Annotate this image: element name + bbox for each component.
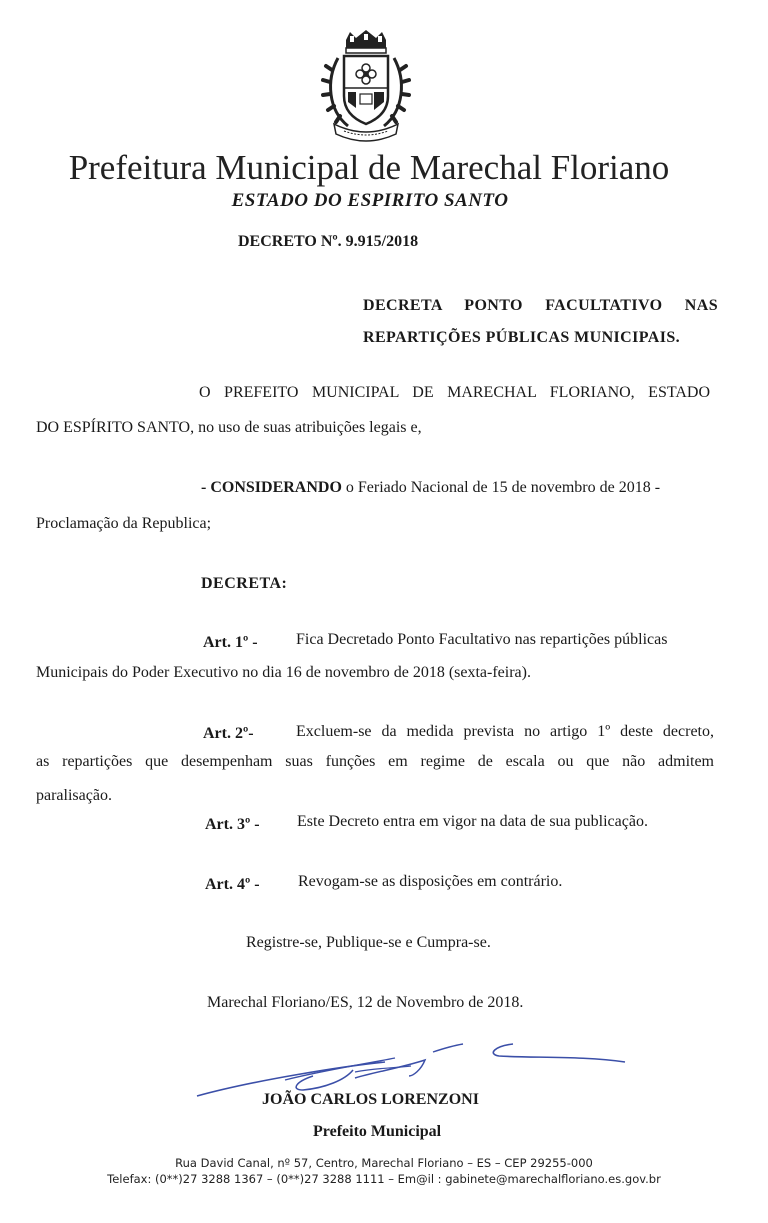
decreta-heading: DECRETA: [201, 575, 288, 592]
article-1-label: Art. 1º - [203, 634, 258, 651]
article-4-label: Art. 4º - [205, 876, 260, 893]
decree-summary-line: REPARTIÇÕES PÚBLICAS MUNICIPAIS. [363, 329, 681, 346]
article-2-text-continued: paralisação. [36, 787, 112, 804]
article-2-text-continued: as repartições que desempenham suas funções em regime de escala ou que não admitem [36, 753, 714, 770]
decree-summary [363, 290, 718, 354]
considering-clause [201, 479, 660, 497]
state-subtitle: ESTADO DO ESPIRITO SANTO [231, 190, 509, 211]
decree-number: DECRETO Nº. 9.915/2018 [238, 233, 419, 250]
article-1-text-continued: Municipais do Poder Executivo no dia 16 de novembro de 2018 (sexta-feira). [36, 664, 531, 681]
preamble-line: O PREFEITO MUNICIPAL DE MARECHAL FLORIANO, ESTADO [199, 384, 710, 401]
closing-formula: Registre-se, Publique-se e Cumpra-se. [246, 934, 491, 951]
considering-label: - CONSIDERANDO [201, 479, 342, 496]
footer-address: Rua David Canal, nº 57, Centro, Marechal Floriano – ES – CEP 29255-000 [175, 1156, 593, 1170]
municipal-crest-seal [320, 30, 412, 142]
signer-title: Prefeito Municipal [313, 1123, 442, 1140]
article-2-text: Excluem-se da medida prevista no artigo 1º deste decreto, [296, 723, 714, 740]
article-1-text: Fica Decretado Ponto Facultativo nas repartições públicas [296, 631, 668, 648]
article-3-label: Art. 3º - [205, 816, 260, 833]
article-3-text: Este Decreto entra em vigor na data de sua publicação. [297, 813, 648, 830]
footer-contact: Telefax: (0**)27 3288 1367 – (0**)27 3288 1111 – Em@il : gabinete@marechalfloriano.es.gov.br [107, 1172, 661, 1186]
signer-name: JOÃO CARLOS LORENZONI [262, 1091, 479, 1108]
place-and-date: Marechal Floriano/ES, 12 de Novembro de 2018. [207, 994, 524, 1011]
municipality-name: Prefeitura Municipal de Marechal Floriano [68, 148, 670, 187]
article-2-label: Art. 2º- [203, 725, 254, 742]
considering-text: o Feriado Nacional de 15 de novembro de 2018 - [341, 479, 661, 496]
decree-summary-line: DECRETA PONTO FACULTATIVO NAS [363, 297, 718, 314]
considering-text-continued: Proclamação da Republica; [36, 515, 212, 532]
preamble-line: DO ESPÍRITO SANTO, no uso de suas atribuições legais e, [36, 419, 422, 436]
article-4-text: Revogam-se as disposições em contrário. [298, 873, 563, 890]
